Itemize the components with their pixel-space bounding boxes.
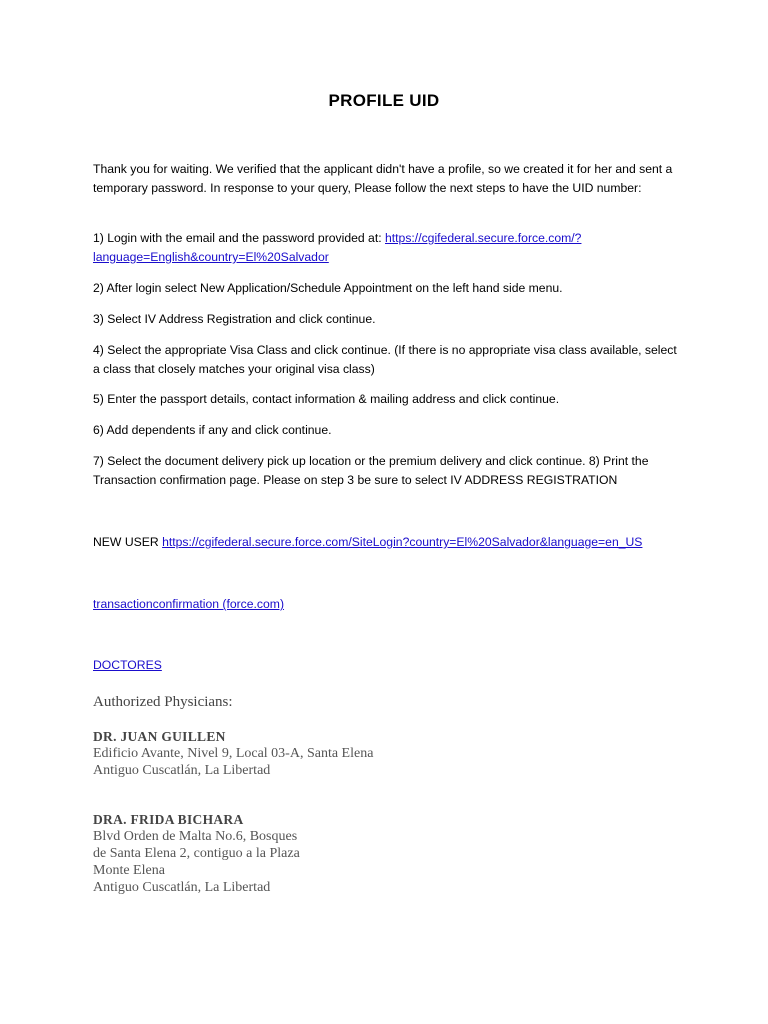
step-7: 7) Select the document delivery pick up location or the premium delivery and click continue. 8) Print the Transaction confirmation page. Please on step 3 be sure to select IV ADDRESS REGISTRATION <box>93 454 649 487</box>
page-title: PROFILE UID <box>328 91 440 110</box>
new-user-link[interactable]: https://cgifederal.secure.force.com/SiteLogin?country=El%20Salvador&language=en_US <box>162 535 643 549</box>
login-link-part-1[interactable]: https://cgifederal.secure.force.com/? <box>385 231 582 245</box>
doctor-2-name: DRA. FRIDA BICHARA <box>93 812 244 827</box>
doctor-2-address-line-3: Monte Elena <box>93 863 165 878</box>
doctor-1-name: DR. JUAN GUILLEN <box>93 729 226 744</box>
step-3: 3) Select IV Address Registration and click continue. <box>93 312 376 326</box>
step-2: 2) After login select New Application/Schedule Appointment on the left hand side menu. <box>93 281 563 295</box>
doctores-line <box>93 656 678 675</box>
doctor-1-address-line-2: Antiguo Cuscatlán, La Libertad <box>93 763 271 778</box>
step-4: 4) Select the appropriate Visa Class and click continue. (If there is no appropriate visa class available, select a class that closely matches your original visa class) <box>93 343 677 376</box>
doctor-2-address-line-2: de Santa Elena 2, contiguo a la Plaza <box>93 846 300 861</box>
doctores-link[interactable]: DOCTORES <box>93 658 162 672</box>
doctor-1-address-line-1: Edificio Avante, Nivel 9, Local 03-A, Santa Elena <box>93 746 374 761</box>
doctor-2-block <box>93 812 693 896</box>
step-5: 5) Enter the passport details, contact information & mailing address and click continue. <box>93 392 560 406</box>
step-1-text: 1) Login with the email and the password provided at: <box>93 231 385 245</box>
transaction-line <box>93 595 678 614</box>
step-1 <box>93 229 678 267</box>
step-6: 6) Add dependents if any and click continue. <box>93 423 332 437</box>
doctor-1-block <box>93 729 693 779</box>
new-user-label: NEW USER <box>93 535 163 549</box>
doctor-2-address-line-4: Antiguo Cuscatlán, La Libertad <box>93 880 271 895</box>
transaction-confirmation-link[interactable]: transactionconfirmation (force.com) <box>93 597 285 611</box>
physicians-heading: Authorized Physicians: <box>93 694 233 710</box>
doctor-2-address-line-1: Blvd Orden de Malta No.6, Bosques <box>93 829 298 844</box>
intro-paragraph: Thank you for waiting. We verified that the applicant didn't have a profile, so we created it for her and sent a temporary password. In response to your query, Please follow the next steps to have the UID number: <box>93 162 673 195</box>
login-link-part-2[interactable]: language=English&country=El%20Salvador <box>93 250 329 264</box>
new-user-line <box>93 533 693 552</box>
